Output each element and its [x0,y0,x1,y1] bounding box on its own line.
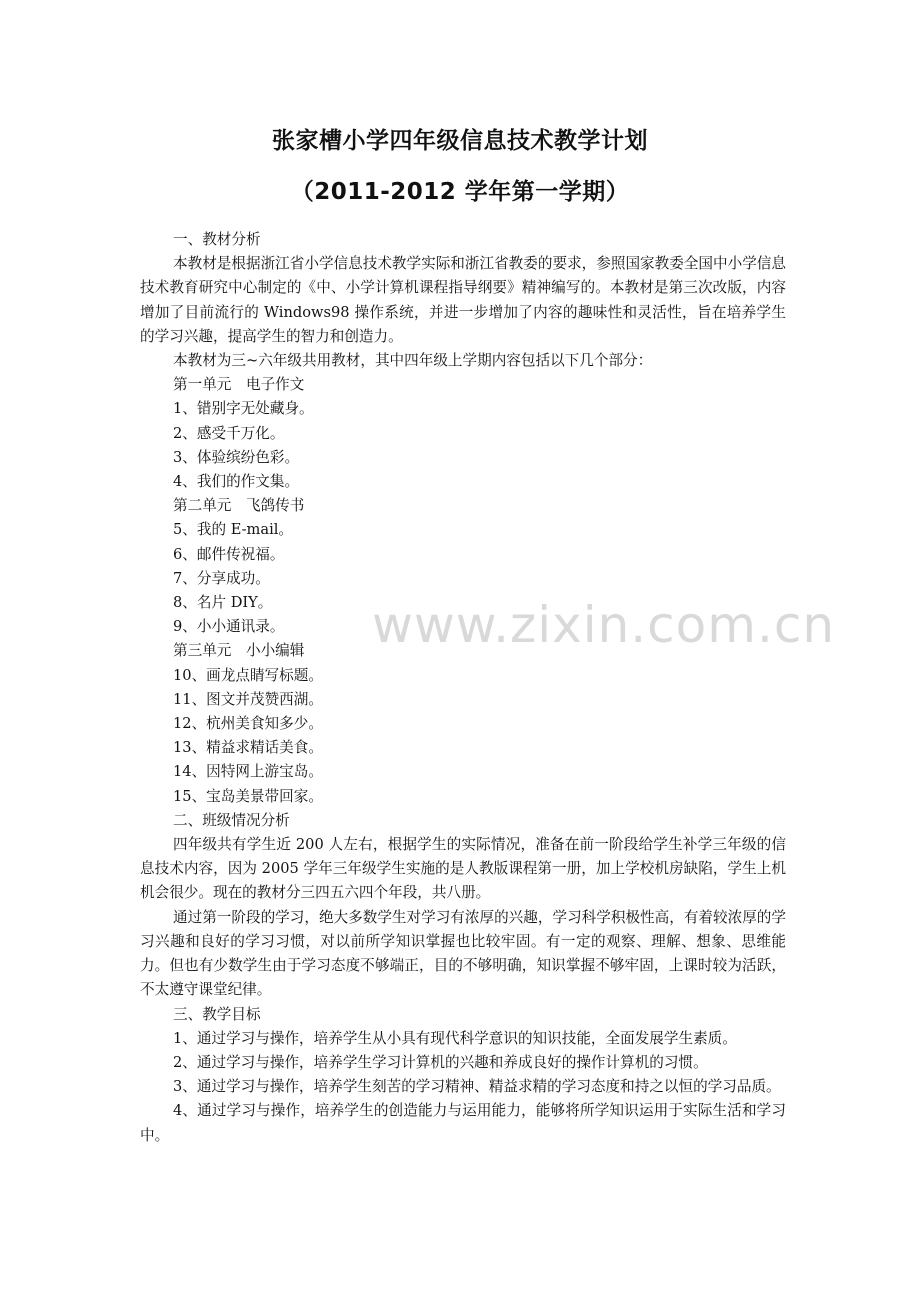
list-item: 6、邮件传祝福。 [173,545,285,563]
goal-item: 1、通过学习与操作，培养学生从小具有现代科学意识的知识技能，全面发展学生素质。 [173,1029,737,1047]
list-item: 10、画龙点睛写标题。 [173,666,323,684]
list-item: 14、因特网上游宝岛。 [173,763,323,781]
list-item: 15、宝岛美景带回家。 [173,787,323,805]
document-title: 张家槽小学四年级信息技术教学计划 [272,128,648,154]
list-item: 4、我们的作文集。 [173,473,300,491]
document-body [140,228,786,1148]
paragraph-materials-intro: 本教材是根据浙江省小学信息技术教学实际和浙江省教委的要求，参照国家教委全国中小学信息技术教育研究中心制定的《中、小学计算机课程指导纲要》精神编写的。本教材是第三次改版，内容增加了目前流行的 Windows98 操作系统，并进一步增加了内容的趣味性和灵活性，旨在培养学生的学习兴趣，提高学生的智力和创造力。 [140,255,786,345]
unit-title: 第一单元 电子作文 [173,376,305,394]
list-item: 11、图文并茂赞西湖。 [173,690,323,708]
list-item: 7、分享成功。 [173,569,270,587]
list-item: 13、精益求精话美食。 [173,739,323,757]
list-item: 5、我的 E-mail。 [173,521,294,539]
list-item: 3、体验缤纷色彩。 [173,448,300,466]
goal-item: 3、通过学习与操作，培养学生刻苦的学习精神、精益求精的学习态度和持之以恒的学习品质。 [173,1078,781,1096]
section-heading-materials: 一、教材分析 [173,231,261,248]
unit-title: 第三单元 小小编辑 [173,642,305,660]
list-item: 12、杭州美食知多少。 [173,715,323,733]
paragraph-materials-scope: 本教材为三~六年级共用教材，其中四年级上学期内容包括以下几个部分： [173,352,653,370]
unit-title: 第二单元 飞鸽传书 [173,497,305,515]
list-item: 2、感受千万化。 [173,424,285,442]
paragraph-class-status: 通过第一阶段的学习，绝大多数学生对学习有浓厚的兴趣，学习科学积极性高，有着较浓厚的学习兴趣和良好的学习习惯，对以前所学知识掌握也比较牢固。有一定的观察、理解、想象、思维能力。但也有少数学生由于学习态度不够端正，目的不够明确，知识掌握不够牢固，上课时较为活跃，不太遵守课堂纪律。 [140,908,786,999]
watermark: www.zixin.com.cn [372,596,836,654]
paragraph-class-size: 四年级共有学生近 200 人左右，根据学生的实际情况，准备在前一阶段给学生补学三年级的信息技术内容，因为 2005 学年三年级学生实施的是人教版课程第一册，加上学校机房缺陷，学生上机机会很少。现在的教材分三四五六四个年段，共八册。 [140,836,786,902]
list-item: 8、名片 DIY。 [173,594,273,612]
section-heading-goals: 三、教学目标 [173,1005,261,1023]
section-heading-class: 二、班级情况分析 [173,811,290,829]
goal-item: 2、通过学习与操作，培养学生学习计算机的兴趣和养成良好的操作计算机的习惯。 [173,1053,708,1071]
list-item: 1、错别字无处藏身。 [173,400,314,418]
goal-item: 4、通过学习与操作，培养学生的创造能力与运用能力，能够将所学知识运用于实际生活和学习中。 [140,1102,786,1144]
document-subtitle: （2011-2012 学年第一学期） [290,179,630,205]
list-item: 9、小小通讯录。 [173,618,285,636]
